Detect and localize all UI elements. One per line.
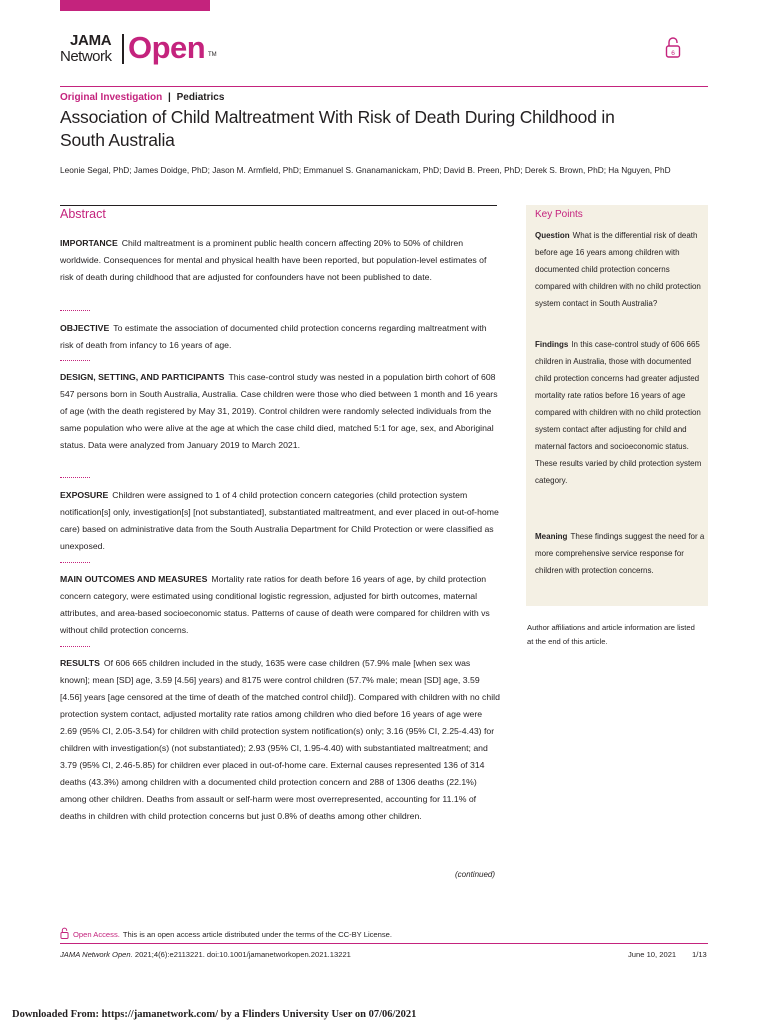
affiliations-note: Author affiliations and article information are listed at the end of this article. <box>527 623 695 646</box>
author-list: Leonie Segal, PhD; James Doidge, PhD; Jason M. Armfield, PhD; Emmanuel S. Gnanamanickam, PhD; David B. Preen, PhD; Derek S. Brown, PhD; Ha Nguyen, PhD <box>60 165 671 175</box>
publication-date: June 10, 2021 <box>628 950 677 959</box>
logo-divider <box>122 34 124 64</box>
open-access-lock-icon <box>665 36 681 58</box>
footer-divider <box>60 943 708 944</box>
objective-text: To estimate the association of documented child protection concerns regarding maltreatment with risk of death from infancy to 16 years of age. <box>60 323 487 350</box>
abstract-heading: Abstract <box>60 207 106 221</box>
results-text: Of 606 665 children included in the study, 1635 were case children (57.9% male [when sex was known]; mean [SD] age, 3.59 [4.56] years) and 8175 were control children (57.7% male; mean [SD] age, 3.59 [4.56] years [age censored at the time of death of the matched control child]). Compared with children with no child protection system contact, adjusted mortality rate ratios among children who died before 16 years of age were 2.69 (95% CI, 2.05-3.54) for children with child protection system notification(s) only; 3.16 (95% CI, 2.25-4.43) for children with investigation(s) (not substantiated); 2.93 (95% CI, 1.95-4.40) with substantiated maltreatment; and 3.79 (95% CI, 2.46-5.85) for children ever placed in out-of-home care. External causes represented 136 of 314 deaths (43.3%) among children with a documented child protection concern and 288 of 1306 deaths (22.1%) among other children. Deaths from assault or self-harm were most overrepresented, accounting for 11.1% of deaths in children with child protection concerns but just 0.8% of deaths among other children. <box>60 658 500 821</box>
question-text: What is the differential risk of death before age 16 years among children with documented child protection concerns compared with children with no child protection system contact in South Australia? <box>535 231 701 308</box>
logo-open: Open <box>128 30 206 65</box>
open-access-lock-icon <box>60 927 69 941</box>
logo-jama: JAMA <box>70 32 112 49</box>
section-divider <box>60 360 90 361</box>
key-points-question <box>535 227 705 312</box>
logo-trademark: TM <box>208 52 217 58</box>
abstract-design <box>60 369 500 454</box>
exposure-label: EXPOSURE <box>60 490 109 500</box>
citation <box>60 950 351 959</box>
section-divider <box>60 562 90 563</box>
outcomes-text: Mortality rate ratios for death before 16 years of age, by child protection concern category, were estimated using conditional logistic regression, adjusted for birth outcomes, maternal attributes, and area-based socioeconomic status. Patterns of cause of death were compared for children with vs without child protection concerns. <box>60 574 490 635</box>
meaning-label: Meaning <box>535 532 568 541</box>
abstract-exposure <box>60 487 500 555</box>
abstract-rule <box>60 205 497 206</box>
key-points-meaning <box>535 528 705 579</box>
key-points-findings <box>535 336 705 489</box>
article-category <box>60 92 224 103</box>
abstract-importance <box>60 235 500 286</box>
design-label: DESIGN, SETTING, AND PARTICIPANTS <box>60 372 225 382</box>
article-title: Association of Child Maltreatment With Risk of Death During Childhood in South Australia <box>60 107 615 150</box>
abstract-results <box>60 655 500 825</box>
open-access-text: This is an open access article distributed under the terms of the CC-BY License. <box>122 930 393 939</box>
objective-label: OBJECTIVE <box>60 323 110 333</box>
section-divider <box>60 310 90 311</box>
top-accent-bar <box>60 0 210 11</box>
importance-label: IMPORTANCE <box>60 238 118 248</box>
citation-text[interactable]: 2021;4(6):e2113221. doi:10.1001/jamanetworkopen.2021.13221 <box>134 950 351 959</box>
category-link[interactable]: Original Investigation <box>60 92 163 103</box>
importance-text: Child maltreatment is a prominent public health concern affecting 20% to 50% of children worldwide. Consequences for mental and physical health have been reported, but population-level estimates of risk of death during childhood that are adjusted for confounders have not been published to date. <box>60 238 487 282</box>
open-access-link[interactable]: Open Access. <box>73 930 120 939</box>
section-divider <box>60 646 90 647</box>
open-access-statement <box>60 927 392 941</box>
jama-network-open-logo[interactable] <box>60 28 230 76</box>
download-watermark: Downloaded From: https://jamanetwork.com/ by a Flinders University User on 07/06/2021 <box>12 1009 417 1020</box>
design-text: This case-control study was nested in a population birth cohort of 608 547 persons born in South Australia, Australia. Case children were those who died between 1 month and 16 years of age (with the death registered by May 31, 2019). Control children were randomly selected individuals from the same population who were alive at the age at which the case child died, matched 5:1 for age, sex, and Aboriginal status. Data were analyzed from January 2019 to March 2021. <box>60 372 498 450</box>
logo-network: Network <box>60 48 112 65</box>
meaning-text: These findings suggest the need for a more comprehensive service response for children with protection concerns. <box>535 532 705 575</box>
category-separator: | <box>168 92 171 103</box>
findings-text: In this case-control study of 606 665 children in Australia, those with documented child protection concerns had greater adjusted mortality rate ratios before 16 years of age compared with children with no child protection system contact after adjusting for child and maternal factors and socioeconomic status. These results varied by child protection system category. <box>535 340 702 485</box>
abstract-outcomes <box>60 571 500 639</box>
abstract-objective <box>60 320 500 354</box>
question-label: Question <box>535 231 570 240</box>
outcomes-label: MAIN OUTCOMES AND MEASURES <box>60 574 208 584</box>
page-number: 1/13 <box>692 950 707 959</box>
findings-label: Findings <box>535 340 569 349</box>
svg-text:6: 6 <box>671 50 675 57</box>
section-divider <box>60 477 90 478</box>
journal-name: JAMA Network Open. <box>60 950 133 959</box>
subcategory-label: Pediatrics <box>176 92 225 103</box>
key-points-heading: Key Points <box>535 209 583 220</box>
results-label: RESULTS <box>60 658 100 668</box>
header-divider <box>60 86 708 87</box>
exposure-text: Children were assigned to 1 of 4 child protection concern categories (child protection system notification[s] only, investigation[s] [not substantiated], substantiated maltreatment, and ever placed in out-of-home care) based on administrative data from the South Australia Department for Child Protection or were classified as unexposed. <box>60 490 499 551</box>
continued-note: (continued) <box>455 870 496 879</box>
